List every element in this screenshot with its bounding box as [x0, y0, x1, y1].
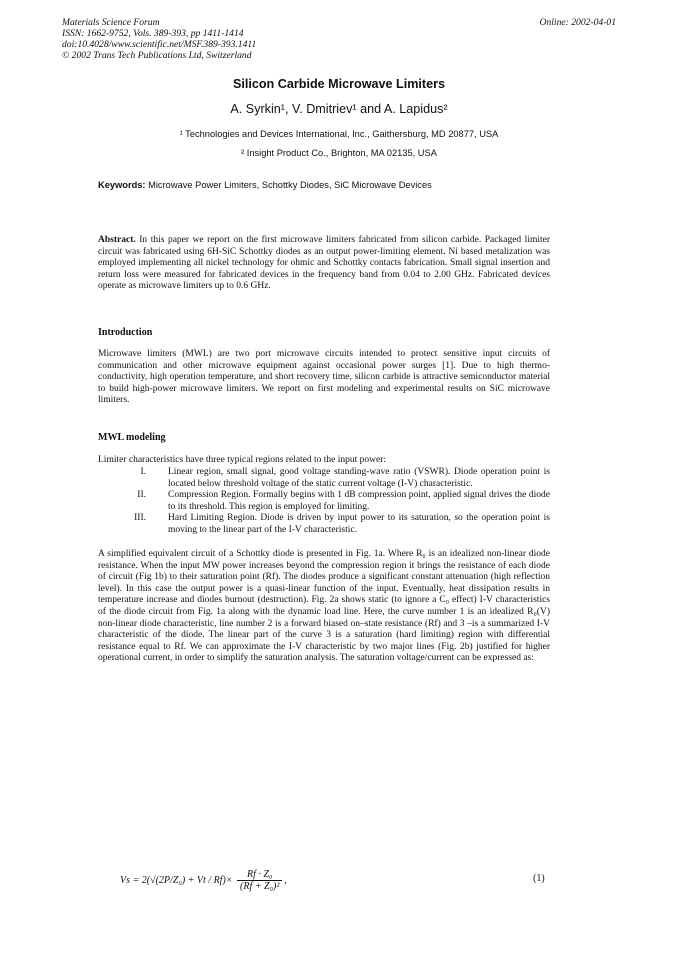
- keywords-text: Microwave Power Limiters, Schottky Diodes, SiC Microwave Devices: [148, 180, 432, 190]
- keywords-label: Keywords:: [98, 180, 146, 190]
- affiliation-2: ² Insight Product Co., Brighton, MA 02135, USA: [241, 148, 437, 158]
- list-item-text: Compression Region. Formally begins with 1 dB compression point, applied signal drives the diode to its threshold. This region is employed for limiting.: [168, 490, 550, 512]
- equation-tail: ,: [284, 874, 287, 886]
- list-item-number: III.: [134, 513, 146, 524]
- equation-denominator: (Rf + Z₀)²: [240, 881, 280, 892]
- equation-fraction: [237, 869, 282, 892]
- equation-1: [120, 869, 287, 892]
- copyright-line: © 2002 Trans Tech Publications Ltd, Switzerland: [62, 50, 252, 61]
- paper-authors: A. Syrkin¹, V. Dmitriev¹ and A. Lapidus²: [230, 102, 448, 116]
- equation-number: (1): [533, 873, 545, 884]
- online-date: Online: 2002-04-01: [539, 17, 616, 28]
- list-item: [98, 490, 550, 513]
- modeling-heading: MWL modeling: [98, 432, 166, 443]
- journal-name: Materials Science Forum: [62, 17, 160, 28]
- affiliation-1: ¹ Technologies and Devices International, Inc., Gaithersburg, MD 20877, USA: [179, 129, 499, 139]
- issn-line: ISSN: 1662-9752, Vols. 389-393, pp 1411-1414: [62, 28, 244, 39]
- list-item: [98, 467, 550, 490]
- introduction-heading: Introduction: [98, 327, 153, 338]
- list-item-text: Linear region, small signal, good voltage standing-wave ratio (VSWR). Diode operation point is located below threshold voltage of the static current voltage (I-V) characteristic.: [168, 467, 550, 489]
- abstract-label: Abstract.: [98, 235, 136, 245]
- paper-title: Silicon Carbide Microwave Limiters: [232, 77, 446, 91]
- regions-list: [98, 467, 550, 537]
- journal-header: [62, 17, 256, 61]
- equation-numerator: Rf · Z₀: [237, 869, 282, 881]
- list-item-number: I.: [140, 467, 146, 477]
- keywords-line: [98, 180, 432, 190]
- doi-line[interactable]: doi:10.4028/www.scientific.net/MSF.389-393.1411: [62, 39, 257, 50]
- list-item-text: Hard Limiting Region. Diode is driven by input power to its saturation, so the operation point is moving to the linear part of the I-V characteristic.: [168, 513, 550, 535]
- modeling-intro: Limiter characteristics have three typical regions related to the input power:: [98, 455, 387, 465]
- equation-lhs: Vs = 2(√(2P/Z₀) + Vt / Rf)×: [120, 874, 233, 886]
- abstract-paragraph: [98, 235, 550, 293]
- introduction-paragraph: Microwave limiters (MWL) are two port microwave circuits intended to protect sensitive input circuits of communication and other microwave equipment against occasional power surges [1]. Due to high thermo-conductivity, high operation temperature, and short recovery time, silicon carbide is attractive semiconductor material to build high-power microwave limiters. We report on first modeling and experimental results on SiC microwave limiters.: [98, 349, 550, 406]
- list-item-number: II.: [137, 490, 146, 501]
- abstract-text: In this paper we report on the first microwave limiters fabricated from silicon carbide. Packaged limiter circuit was fabricated using 6H-SiC Schottky diodes as an output power-limiting element. Ni based metalization was employed implementing all nickel technology for ohmic and Schottky contacts fabrication. Small signal insertion and return loss were measured for fabricated devices in the frequency band from 0.04 to 2.00 GHz. Fabricated devices operate as microwave limiters up to 0.6 GHz.: [98, 235, 551, 292]
- list-item: [98, 513, 550, 536]
- modeling-body: A simplified equivalent circuit of a Schottky diode is presented in Fig. 1a. Where R₀ is an idealized non-linear diode resistance. When the input MW power increases beyond the compression region it brings the resistance of each diode of circuit (Fig 1b) to their saturation point (Rf). The diodes produce a significant constant attenuation (high reflection level). In this case the output power is a quasi-linear function of the input. Eventually, heat dissipation results in temperature increase and diodes burnout (destruction). Fig. 2a shows static (to ignore a C₀ effect) I-V characteristics of the diode circuit from Fig. 1a along with the dynamic load line. Here, the curve number 1 is an idealized R₀(V) non-linear diode characteristic, line number 2 is a forward biased on–state resistance (Rf) and 3 –is a summarized I-V characteristic of the diode. The linear part of the curve 3 is a saturation (hard limiting) region with differential resistance equal to Rf. We can approximate the I-V characteristic by two major lines (Fig. 2b) justified for higher operational current, in order to simplify the saturation analysis. The saturation voltage/current can be expressed as:: [98, 549, 550, 664]
